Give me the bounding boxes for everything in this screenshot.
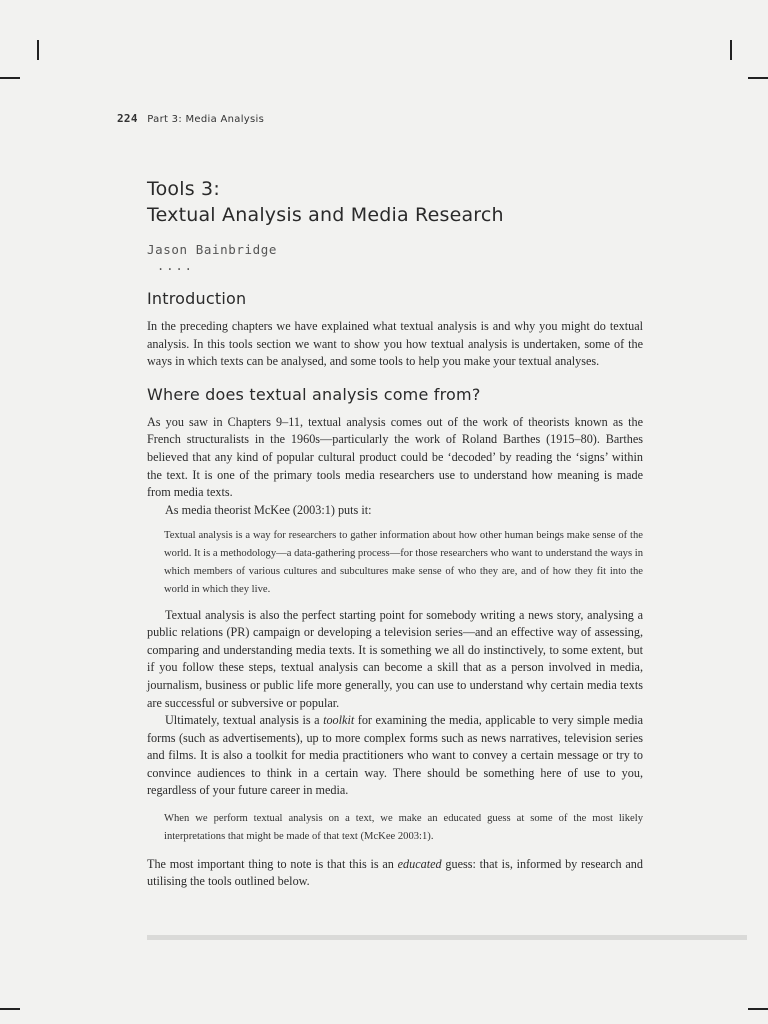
ornament-dots: .... [157,259,194,273]
para4-text-a: Ultimately, textual analysis is a [165,713,324,728]
where-paragraph-2: As media theorist McKee (2003:1) puts it: [165,502,372,517]
author-name: Jason Bainbridge [147,242,278,257]
where-paragraph-4 [147,712,643,800]
heading-introduction: Introduction [147,289,247,308]
crop-mark-top-right-horizontal [748,77,768,79]
crop-mark-top-right-vertical [730,40,732,60]
para5-text-a: The most important thing to note is that this is an [147,856,398,871]
block-quote-1: Textual analysis is a way for researchers to gather information about how other human beings make sense of the world. It is a methodology—a data-gathering process—for those researchers who want to understand the ways in which members of various cultures and subcultures make sense of who they are, and of how they fit into the world in which they live. [164,530,643,595]
running-head [117,112,264,125]
intro-paragraph: In the preceding chapters we have explained what textual analysis is and why you might do textual analysis. In this tools section we want to show you how textual analysis is undertaken, some of the ways in which texts can be analysed, and some tools to help you make your textual analyses. [147,319,643,369]
bottom-rule [147,935,747,940]
para4-text-b: for examining the media, applicable to very simple media forms (such as advertisements), up to more complex forms such as news narratives, television series and films. It is also a toolkit for media practitioners who want to convey a certain message or try to convince audiences to think in a certain way. There should be something here of use to you, regardless of your future career in media. [147,713,643,798]
chapter-title [147,176,643,228]
heading-where-from: Where does textual analysis come from? [147,384,481,404]
crop-mark-bottom-right-horizontal [748,1008,768,1010]
block-quote-2: When we perform textual analysis on a text, we make an educated guess at some of the most likely interpretations that might be made of that text (McKee 2003:1). [164,813,643,842]
crop-mark-top-left-vertical [37,40,39,60]
chapter-title-line-1: Tools 3: [147,178,220,200]
para4-emphasis: toolkit [323,713,355,728]
crop-mark-bottom-left-horizontal [0,1008,20,1010]
para5-emphasis: educated [397,856,442,871]
where-paragraph-1: As you saw in Chapters 9–11, textual analysis comes out of the work of theorists known as the French structuralists in the 1960s—particularly the work of Roland Barthes (1915–80). Barthes believed that any kind of popular cultural product could be ‘decoded’ by reading the ‘signs’ within the text. It is one of the primary tools media researchers use to understand how meaning is made from media texts. [147,414,643,500]
page-number: 224 [117,112,138,125]
where-paragraph-5 [147,856,643,891]
running-head-section: Part 3: Media Analysis [147,114,265,125]
chapter-title-line-2: Textual Analysis and Media Research [147,204,504,226]
para5-text-b: guess: that is, informed by research and utilising the tools outlined below. [147,856,643,889]
main-content [147,176,643,891]
where-paragraph-3: Textual analysis is also the perfect starting point for somebody writing a news story, analysing a public relations (PR) campaign or developing a television series—and an effective way of assessing, comparing and understanding media texts. It is something we all do instinctively, to some extent, but if you follow these steps, textual analysis can become a skill that as a person involved in media, journalism, business or public life more generally, you can use to understand why certain media texts are successful or subversive or popular. [147,607,643,710]
crop-mark-top-left-horizontal [0,77,20,79]
